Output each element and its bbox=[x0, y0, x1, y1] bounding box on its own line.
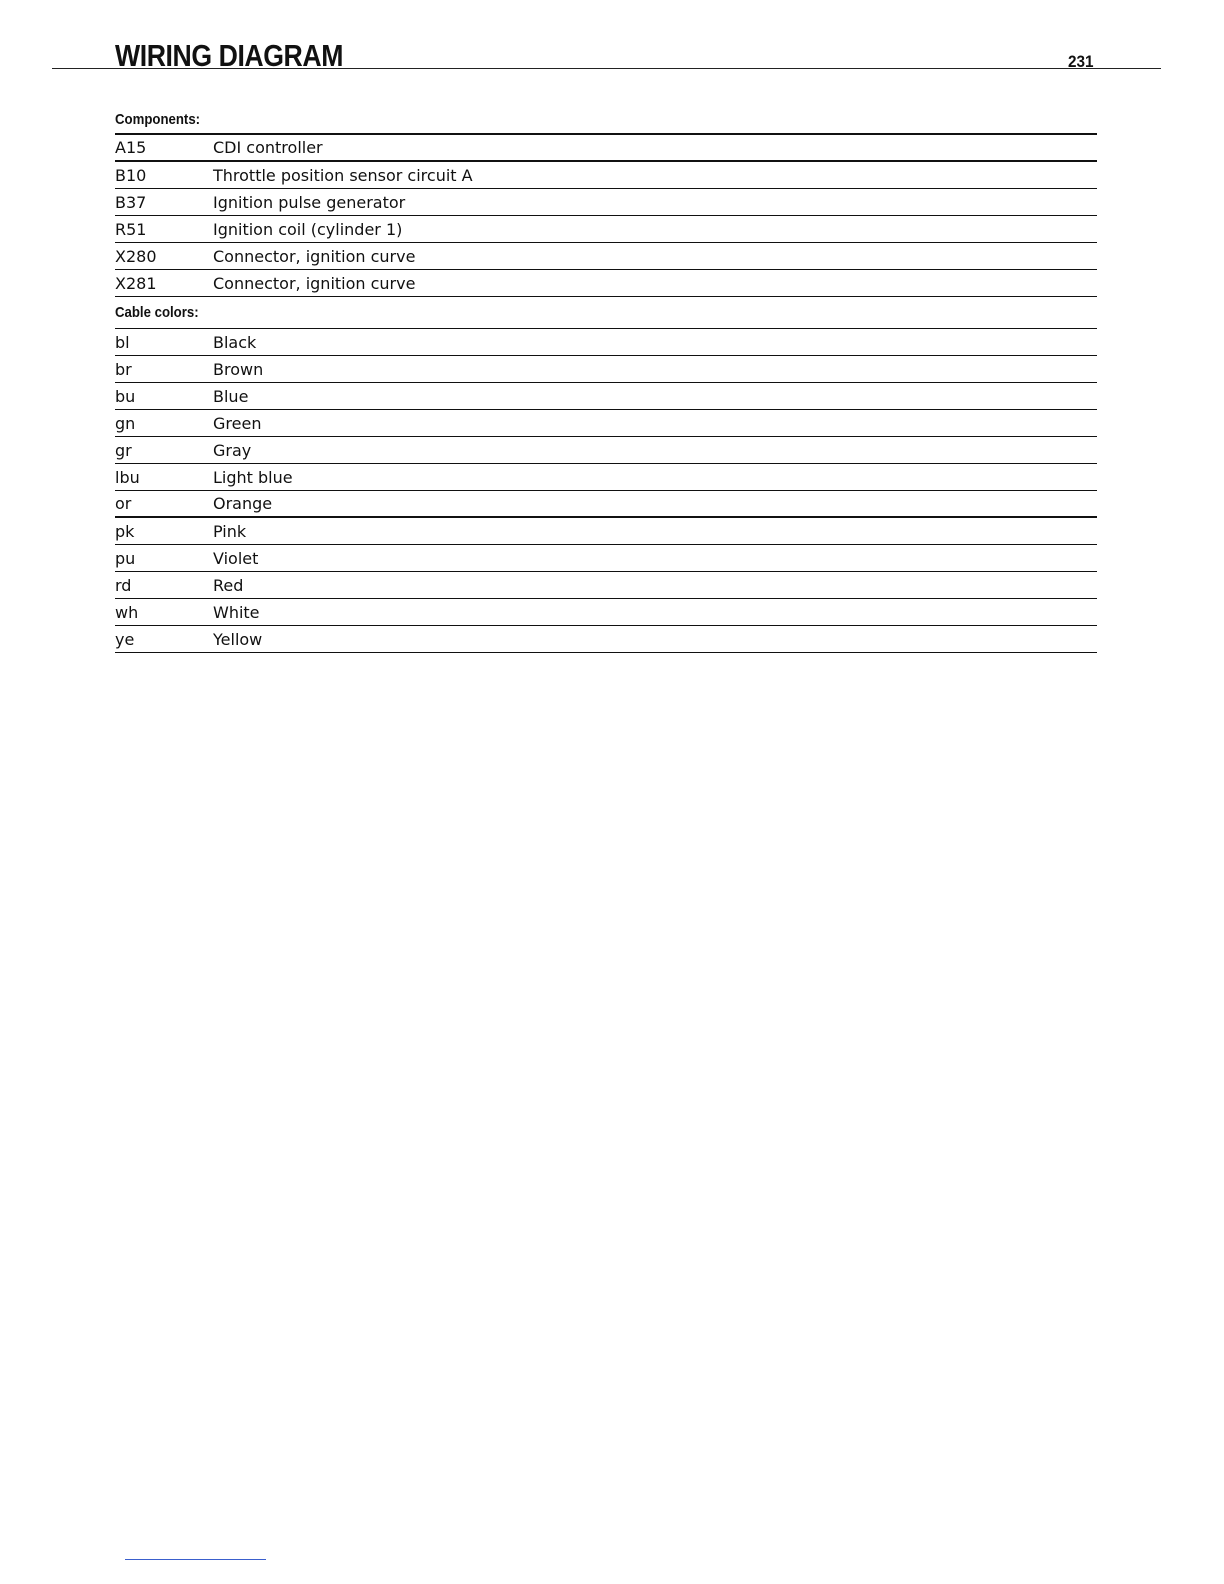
page-number: 231 bbox=[1068, 52, 1094, 71]
cable-color-row bbox=[115, 545, 1097, 572]
cable-color-code: pk bbox=[115, 521, 135, 541]
component-row bbox=[115, 189, 1097, 216]
component-code: X280 bbox=[115, 246, 157, 266]
component-description: Ignition pulse generator bbox=[213, 192, 406, 212]
component-code: X281 bbox=[115, 273, 157, 293]
component-row bbox=[115, 162, 1097, 189]
cable-color-row bbox=[115, 383, 1097, 410]
legend-content bbox=[115, 107, 1097, 653]
cable-color-name: Red bbox=[213, 575, 244, 595]
cable-color-row bbox=[115, 491, 1097, 518]
cable-color-name: Orange bbox=[213, 494, 273, 513]
cable-color-row bbox=[115, 329, 1097, 356]
cable-color-code: br bbox=[115, 359, 132, 379]
cable-color-row bbox=[115, 464, 1097, 491]
cable-color-code: bl bbox=[115, 332, 130, 352]
cable-color-name: Black bbox=[213, 332, 257, 352]
cable-color-code: bu bbox=[115, 386, 136, 406]
components-heading: Components: bbox=[115, 111, 201, 128]
cable-color-row bbox=[115, 518, 1097, 545]
cable-color-row bbox=[115, 599, 1097, 626]
cable-color-name: Gray bbox=[213, 440, 252, 460]
cable-color-code: wh bbox=[115, 602, 139, 622]
cable-color-row bbox=[115, 410, 1097, 437]
cable-color-name: Yellow bbox=[213, 629, 263, 649]
component-code: B37 bbox=[115, 192, 147, 212]
cable-color-name: Light blue bbox=[213, 467, 293, 487]
component-code: B10 bbox=[115, 165, 147, 185]
component-row bbox=[115, 135, 1097, 162]
cable-colors-heading: Cable colors: bbox=[115, 303, 199, 321]
cable-color-name: Brown bbox=[213, 359, 264, 379]
page-title: WIRING DIAGRAM bbox=[115, 38, 343, 73]
footer-link-underline[interactable] bbox=[125, 1559, 266, 1560]
header-rule bbox=[52, 68, 1161, 69]
cable-color-row bbox=[115, 626, 1097, 653]
cable-color-code: rd bbox=[115, 575, 132, 595]
cable-colors-table bbox=[115, 329, 1097, 653]
cable-color-row bbox=[115, 437, 1097, 464]
cable-color-name: Blue bbox=[213, 386, 249, 406]
component-row bbox=[115, 243, 1097, 270]
cable-color-name: Green bbox=[213, 413, 262, 433]
cable-color-code: gr bbox=[115, 440, 132, 460]
component-description: Connector, ignition curve bbox=[213, 273, 416, 293]
cable-color-code: pu bbox=[115, 548, 136, 568]
component-description: Connector, ignition curve bbox=[213, 246, 416, 266]
cable-color-name: Pink bbox=[213, 521, 247, 541]
component-description: Throttle position sensor circuit A bbox=[213, 165, 473, 185]
cable-color-name: Violet bbox=[213, 548, 259, 568]
cable-colors-heading-row bbox=[115, 297, 1097, 329]
cable-color-code: lbu bbox=[115, 467, 140, 487]
cable-color-code: or bbox=[115, 494, 132, 513]
component-code: A15 bbox=[115, 138, 147, 157]
cable-color-row bbox=[115, 572, 1097, 599]
cable-color-code: ye bbox=[115, 629, 135, 649]
components-table bbox=[115, 133, 1097, 297]
component-description: CDI controller bbox=[213, 138, 323, 157]
component-code: R51 bbox=[115, 219, 147, 239]
component-row bbox=[115, 216, 1097, 243]
component-description: Ignition coil (cylinder 1) bbox=[213, 219, 403, 239]
component-row bbox=[115, 270, 1097, 297]
cable-color-row bbox=[115, 356, 1097, 383]
cable-color-code: gn bbox=[115, 413, 136, 433]
cable-color-name: White bbox=[213, 602, 260, 622]
